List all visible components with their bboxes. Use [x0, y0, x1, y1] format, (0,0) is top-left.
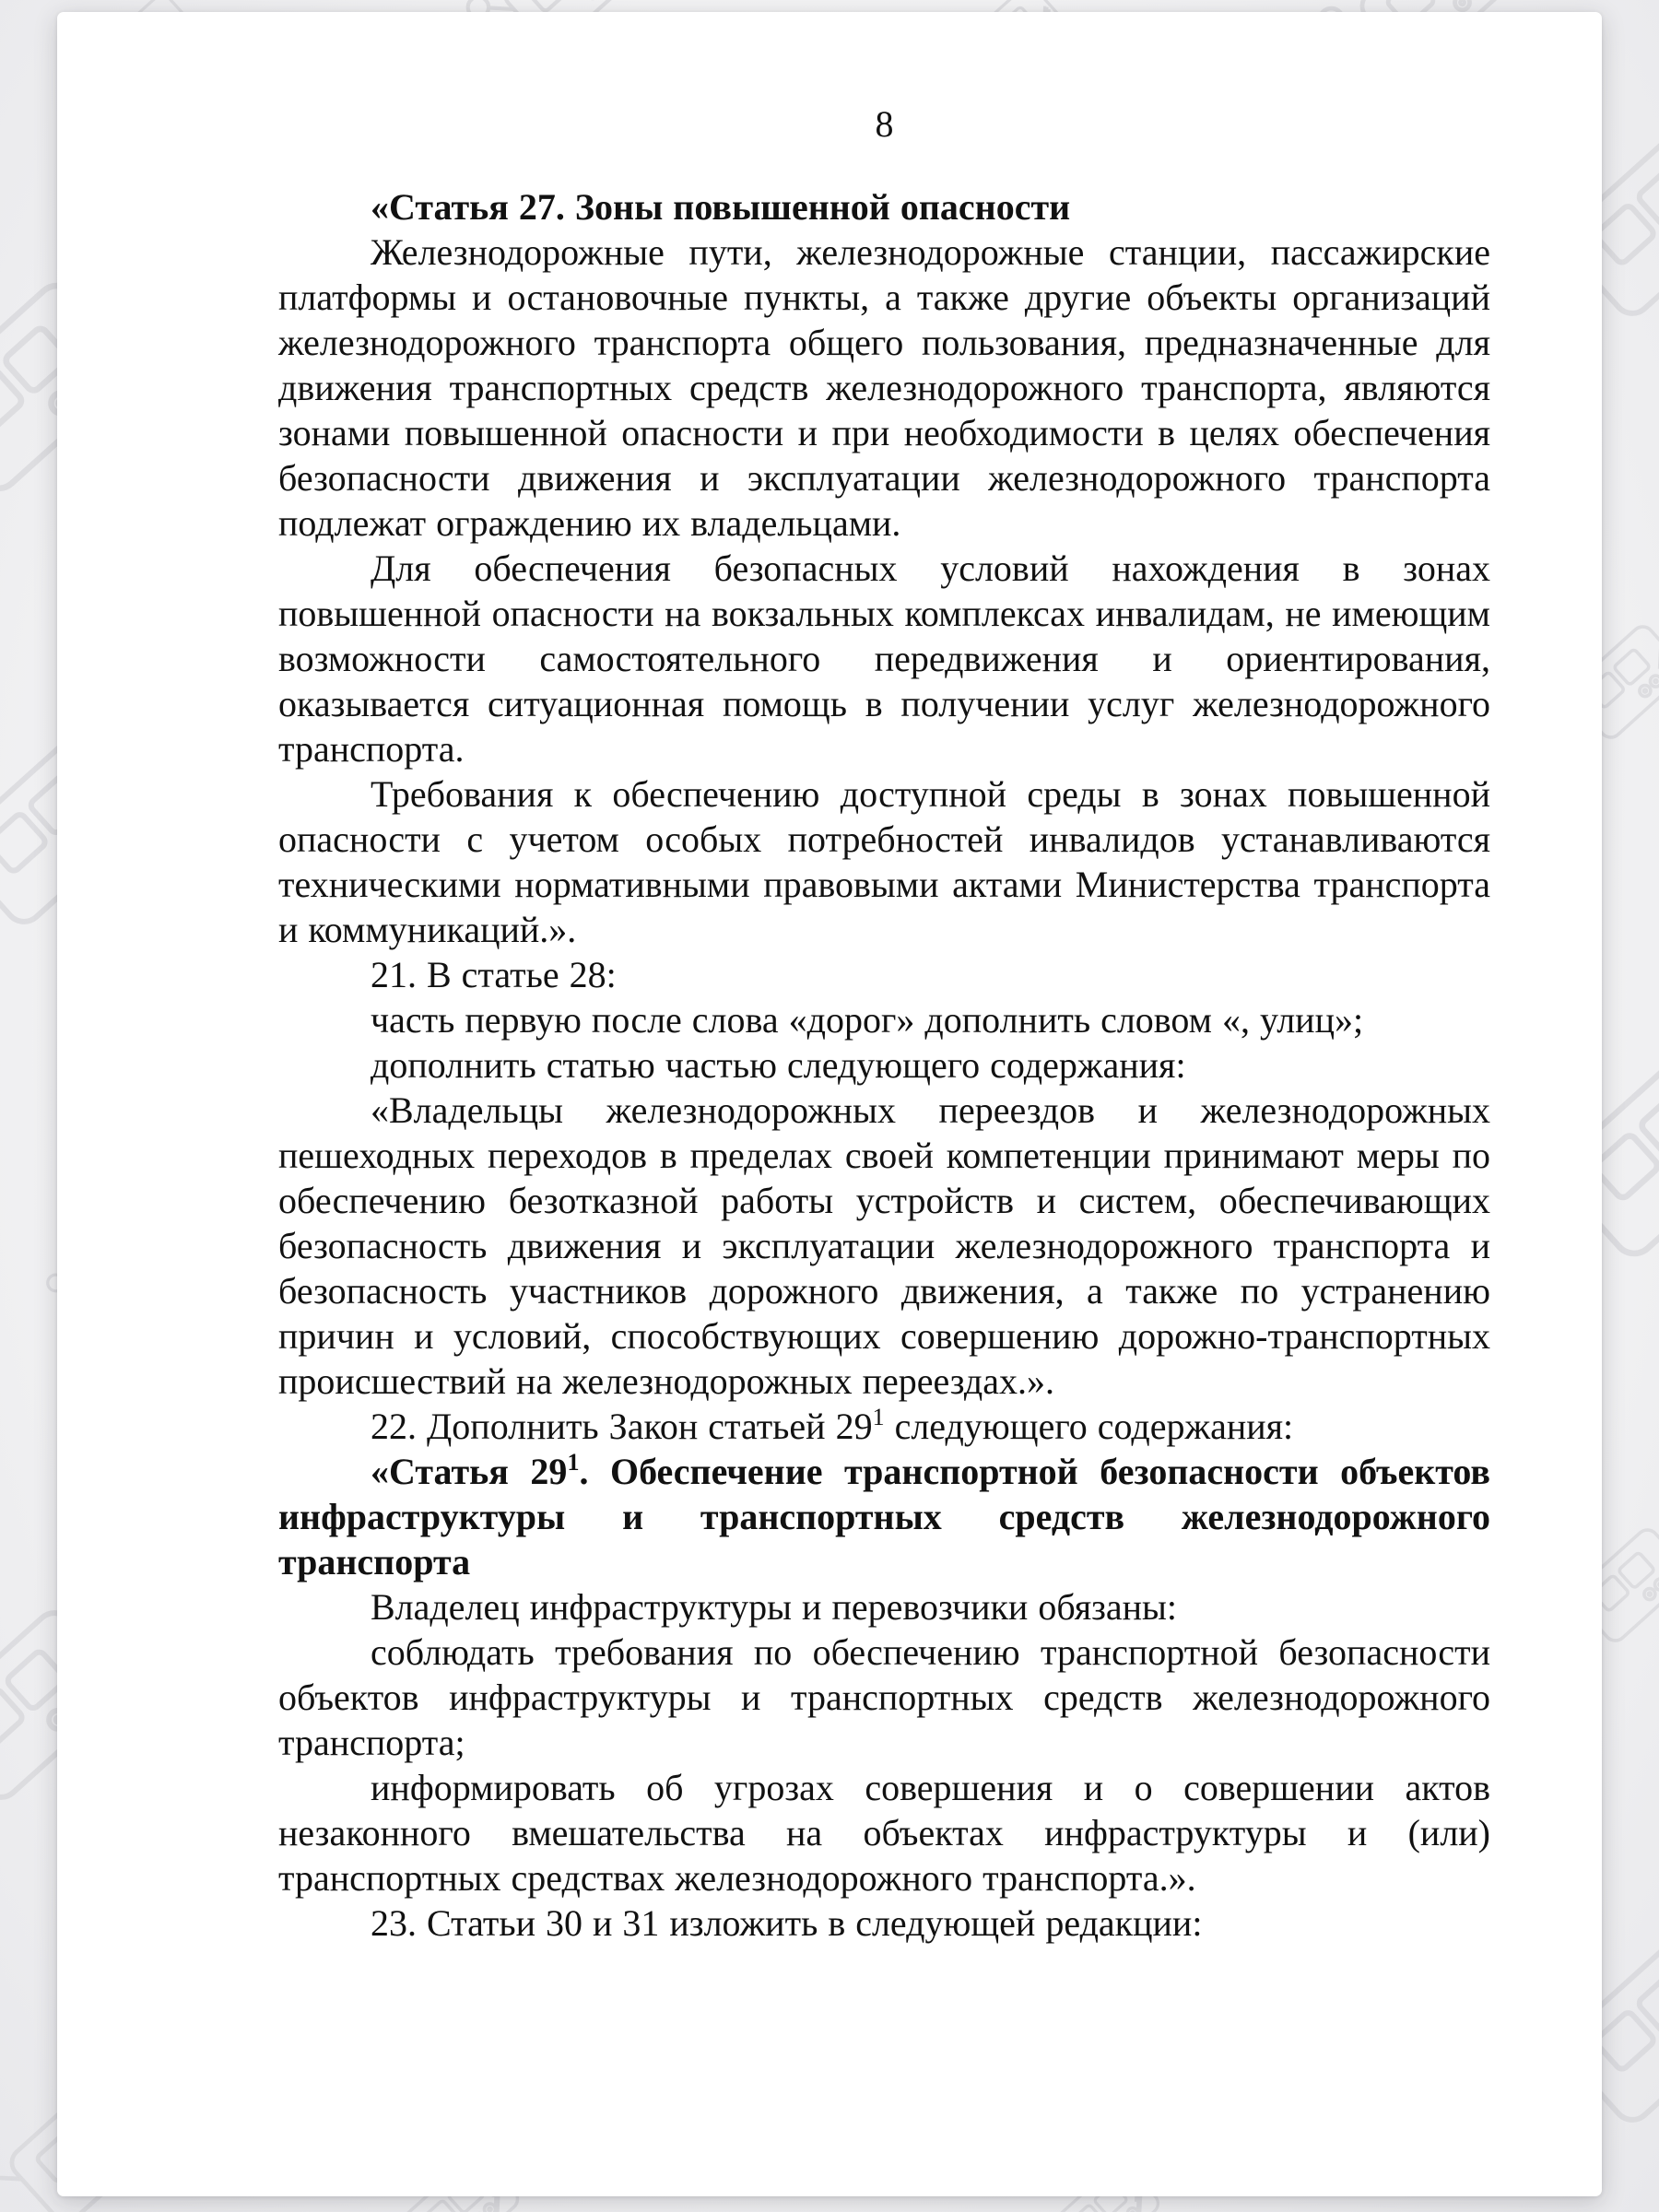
document-paragraph: Для обеспечения безопасных условий нахождения в зонах повышенной опасности на вокзальных комплексах инвалидам, не имеющим возможности самостоятельного передвижения и ориентирования, оказывается ситуационная помощь в получении услуг железнодорожного транспорта.	[278, 547, 1490, 770]
heading-text: «Статья 29	[371, 1451, 568, 1492]
document-paragraph: Железнодорожные пути, железнодорожные станции, пассажирские платформы и остановочные пункты, а также другие объекты организаций железнодорожного транспорта общего пользования, предназначенные для движения транспортных средств железнодорожного транспорта, являются зонами повышенной опасности и при необходимости в целях обеспечения безопасности движения и эксплуатации железнодорожного транспорта подлежат ограждению их владельцами.	[278, 231, 1490, 544]
page-number: 8	[875, 103, 894, 145]
clause-23-paragraph: 23. Статьи 30 и 31 изложить в следующей редакции:	[371, 1902, 1203, 1944]
document-paragraph: Требования к обеспечению доступной среды в зонах повышенной опасности с учетом особых потребностей инвалидов устанавливаются техническими нормативными правовыми актами Министерства транспорта и коммуникаций.».	[278, 773, 1490, 950]
heading-text: . Обеспечение транспортной безопасности объектов инфраструктуры и транспортных средств железнодорожного транспорта	[278, 1451, 1491, 1583]
document-page	[57, 12, 1602, 2196]
clause-22-paragraph	[278, 1404, 1490, 1449]
document-paragraph: дополнить статью частью следующего содержания:	[371, 1044, 1186, 1086]
article-29-1-heading	[278, 1449, 1490, 1584]
superscript-1: 1	[567, 1449, 580, 1476]
document-paragraph: Владелец инфраструктуры и перевозчики обязаны:	[371, 1586, 1178, 1628]
document-paragraph: информировать об угрозах совершения и о совершении актов незаконного вмешательства на объектах инфраструктуры и (или) транспортных средствах железнодорожного транспорта.».	[278, 1767, 1490, 1899]
superscript-1: 1	[872, 1404, 885, 1430]
page-content	[57, 101, 1602, 1946]
document-paragraph: часть первую после слова «дорог» дополнить словом «, улиц»;	[371, 999, 1364, 1041]
paragraph-text: 22. Дополнить Закон статьей 29	[371, 1406, 873, 1447]
paragraph-text: следующего содержания:	[884, 1406, 1294, 1447]
clause-21-paragraph: 21. В статье 28:	[371, 954, 617, 995]
document-paragraph: «Владельцы железнодорожных переездов и железнодорожных пешеходных переходов в пределах своей компетенции принимают меры по обеспечению безотказной работы устройств и систем, обеспечивающих безопасность движения и эксплуатации железнодорожного транспорта и безопасность участников дорожного движения, а также по устранению причин и условий, способствующих совершению дорожно-транспортных происшествий на железнодорожных переездах.».	[278, 1089, 1490, 1402]
article-27-heading: «Статья 27. Зоны повышенной опасности	[371, 186, 1071, 228]
document-paragraph: соблюдать требования по обеспечению транспортной безопасности объектов инфраструктуры и транспортных средств железнодорожного транспорта;	[278, 1631, 1490, 1763]
document-body	[278, 184, 1490, 1946]
